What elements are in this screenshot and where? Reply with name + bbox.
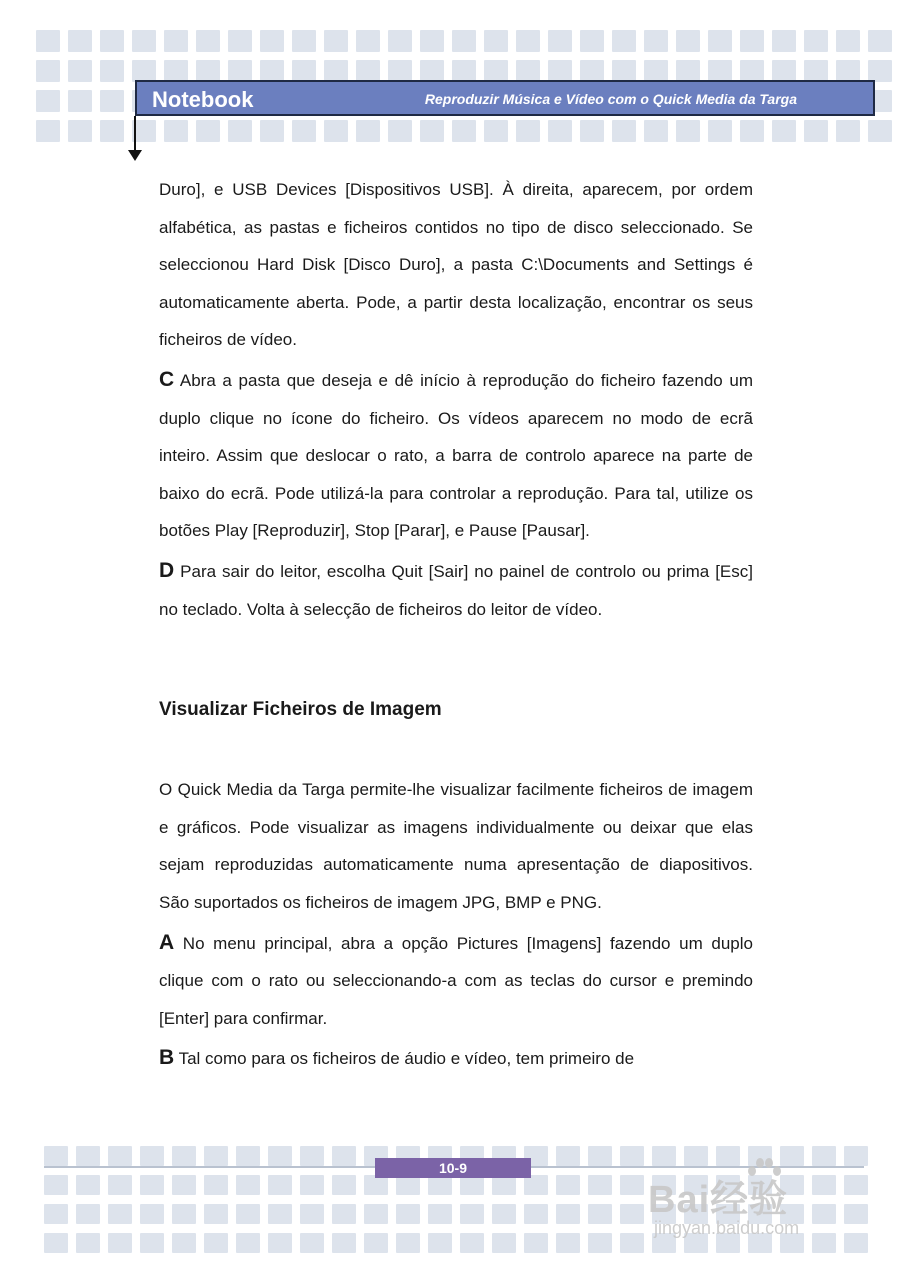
decorative-tile (196, 60, 220, 82)
header-title: Notebook (152, 87, 254, 112)
decorative-tile (44, 1233, 68, 1253)
decorative-tile (460, 1204, 484, 1224)
decorative-tile (484, 120, 508, 142)
decorative-tile (836, 60, 860, 82)
decorative-tile (172, 1175, 196, 1195)
page-content (159, 171, 753, 1080)
step-c-letter: C (159, 367, 175, 391)
decorative-tile (108, 1204, 132, 1224)
decorative-tile (556, 1146, 580, 1166)
decorative-tile (452, 60, 476, 82)
decorative-tile (716, 1146, 740, 1166)
decorative-tile (228, 120, 252, 142)
decorative-tile (140, 1146, 164, 1166)
decorative-tile (868, 30, 892, 52)
decorative-tile (620, 1204, 644, 1224)
decorative-tile (556, 1175, 580, 1195)
decorative-tile (36, 60, 60, 82)
decorative-tile (108, 1175, 132, 1195)
decorative-tile (204, 1233, 228, 1253)
decorative-tile (612, 60, 636, 82)
decorative-tile (364, 1233, 388, 1253)
decorative-tile (644, 120, 668, 142)
decorative-tile (364, 1175, 388, 1195)
decorative-tile (300, 1204, 324, 1224)
decorative-tile (36, 30, 60, 52)
decorative-tile (300, 1233, 324, 1253)
decorative-tile (620, 1233, 644, 1253)
decorative-tile (708, 120, 732, 142)
decorative-tile (740, 120, 764, 142)
decorative-tile (492, 1204, 516, 1224)
decorative-tile (100, 30, 124, 52)
decorative-tile (292, 60, 316, 82)
decorative-tile (580, 120, 604, 142)
decorative-tile (332, 1204, 356, 1224)
decorative-tile (44, 1204, 68, 1224)
decorative-tile (356, 30, 380, 52)
decorative-tile (300, 1146, 324, 1166)
step-d-text: Para sair do leitor, escolha Quit [Sair] no painel de controlo ou prima [Esc] no teclado. Volta à selecção de ficheiros do leitor de vídeo. (159, 561, 753, 619)
section-heading: Visualizar Ficheiros de Imagem (159, 699, 442, 721)
decorative-tile (76, 1204, 100, 1224)
decorative-tile (108, 1233, 132, 1253)
decorative-tile (36, 120, 60, 142)
decorative-tile (236, 1204, 260, 1224)
decorative-tile (260, 60, 284, 82)
decorative-tile (524, 1175, 548, 1195)
decorative-tile (420, 120, 444, 142)
decorative-tile (292, 120, 316, 142)
decorative-tile (204, 1204, 228, 1224)
decorative-tile (356, 60, 380, 82)
decorative-tile (836, 120, 860, 142)
decorative-tile (268, 1233, 292, 1253)
decorative-tile (172, 1146, 196, 1166)
decorative-tile (300, 1175, 324, 1195)
decorative-tile (428, 1204, 452, 1224)
decorative-tile (76, 1175, 100, 1195)
decorative-tile (172, 1233, 196, 1253)
decorative-tile (812, 1146, 836, 1166)
decorative-tile (236, 1175, 260, 1195)
decorative-tile (580, 30, 604, 52)
decorative-tile (260, 120, 284, 142)
decorative-tile (620, 1146, 644, 1166)
decorative-tile (44, 1146, 68, 1166)
decorative-tile (236, 1146, 260, 1166)
decorative-tile (452, 30, 476, 52)
decorative-tile (556, 1204, 580, 1224)
decorative-tile (132, 60, 156, 82)
decorative-tile (228, 60, 252, 82)
decorative-tile (772, 30, 796, 52)
decorative-tile (804, 30, 828, 52)
decorative-tile (524, 1204, 548, 1224)
decorative-tile (292, 30, 316, 52)
page-number: 10-9 (375, 1158, 531, 1178)
decorative-tile (516, 30, 540, 52)
decorative-tile (164, 60, 188, 82)
header-subtitle: Reproduzir Música e Vídeo com o Quick Media da Targa (424, 91, 797, 107)
decorative-tile (588, 1233, 612, 1253)
decorative-tile (76, 1233, 100, 1253)
decorative-tile (396, 1175, 420, 1195)
baidu-watermark (648, 1168, 868, 1248)
decorative-tile (620, 1175, 644, 1195)
decorative-tile (228, 30, 252, 52)
decorative-tile (420, 30, 444, 52)
decorative-tile (132, 30, 156, 52)
decorative-tile (100, 60, 124, 82)
step-c (159, 361, 753, 550)
decorative-tile (36, 90, 60, 112)
watermark-url: jingyan.baidu.com (654, 1218, 800, 1238)
decorative-tile (388, 120, 412, 142)
decorative-tile (364, 1204, 388, 1224)
watermark-brand: Bai经验 (648, 1179, 789, 1221)
step-a-text: No menu principal, abra a opção Pictures [Imagens] fazendo um duplo clique com o rato ou seleccionando-a com as teclas do cursor e premindo [Enter] para confirmar. (159, 933, 753, 1028)
decorative-tile (396, 1233, 420, 1253)
decorative-tile (676, 60, 700, 82)
decorative-tile (236, 1233, 260, 1253)
decorative-tile (324, 60, 348, 82)
decorative-tile (76, 1146, 100, 1166)
decorative-tile (556, 1233, 580, 1253)
decorative-tile (740, 30, 764, 52)
decorative-tile (324, 120, 348, 142)
decorative-tile (836, 30, 860, 52)
decorative-tile (548, 120, 572, 142)
decorative-tile (492, 1233, 516, 1253)
decorative-tile (140, 1204, 164, 1224)
decorative-tile (460, 1175, 484, 1195)
decorative-tile (100, 120, 124, 142)
decorative-tile (172, 1204, 196, 1224)
step-d-letter: D (159, 558, 175, 582)
decorative-tile (676, 120, 700, 142)
decorative-tile (644, 30, 668, 52)
paragraph-continuation: Duro], e USB Devices [Dispositivos USB]. À direita, aparecem, por ordem alfabética, as pastas e ficheiros contidos no tipo de disco seleccionado. Se seleccionou Hard Disk [Disco Duro], a pasta C:\Documents and Settings é automaticamente aberta. Pode, a partir desta localização, encontrar os seus ficheiros de vídeo. (159, 180, 753, 350)
decorative-tile (460, 1233, 484, 1253)
decorative-tile (780, 1146, 804, 1166)
decorative-tile (100, 90, 124, 112)
decorative-tile (868, 60, 892, 82)
decorative-tile (108, 1146, 132, 1166)
decorative-tile (588, 1204, 612, 1224)
decorative-tile (804, 120, 828, 142)
decorative-tile (196, 120, 220, 142)
decorative-tile (516, 120, 540, 142)
decorative-tile (644, 60, 668, 82)
decorative-tile (164, 30, 188, 52)
step-a (159, 924, 753, 1038)
decorative-tile (420, 60, 444, 82)
decorative-tile (740, 60, 764, 82)
decorative-tile (484, 60, 508, 82)
decorative-tile (204, 1146, 228, 1166)
decorative-tile (772, 120, 796, 142)
step-b (159, 1039, 753, 1078)
decorative-tile (524, 1233, 548, 1253)
decorative-tile (204, 1175, 228, 1195)
decorative-tile (260, 30, 284, 52)
header-bar (135, 80, 875, 116)
decorative-tile (140, 1175, 164, 1195)
decorative-tile (492, 1175, 516, 1195)
decorative-tile (332, 1146, 356, 1166)
decorative-tile (612, 120, 636, 142)
decorative-tile (164, 120, 188, 142)
decorative-tile (588, 1175, 612, 1195)
decorative-tile (516, 60, 540, 82)
decorative-tile (388, 60, 412, 82)
decorative-tile (68, 60, 92, 82)
paragraph-intro: O Quick Media da Targa permite-lhe visualizar facilmente ficheiros de imagem e gráficos. Pode visualizar as imagens individualmente ou deixar que elas sejam reproduzidas automaticamente numa apresentação de diapositivos. São suportados os ficheiros de imagem JPG, BMP e PNG. (159, 780, 753, 912)
decorative-tile (804, 60, 828, 82)
decorative-tile (68, 120, 92, 142)
decorative-tile (844, 1146, 868, 1166)
step-a-letter: A (159, 930, 175, 954)
decorative-tile (428, 1233, 452, 1253)
step-c-text: Abra a pasta que deseja e dê início à reprodução do ficheiro fazendo um duplo clique no ícone do ficheiro. Os vídeos aparecem no modo de ecrã inteiro. Assim que deslocar o rato, a barra de controlo aparece na parte de baixo do ecrã. Pode utilizá-la para controlar a reprodução. Para tal, utilize os botões Play [Reproduzir], Stop [Parar], e Pause [Pausar]. (159, 370, 753, 541)
decorative-tile (772, 60, 796, 82)
decorative-tile (612, 30, 636, 52)
step-d (159, 552, 753, 628)
decorative-tile (388, 30, 412, 52)
decorative-tile (548, 60, 572, 82)
decorative-tile (268, 1204, 292, 1224)
step-b-text: Tal como para os ficheiros de áudio e vídeo, tem primeiro de (174, 1049, 635, 1069)
decorative-tile (140, 1233, 164, 1253)
decorative-tile (652, 1146, 676, 1166)
decorative-tile (708, 60, 732, 82)
decorative-tile (580, 60, 604, 82)
decorative-tile (428, 1175, 452, 1195)
decorative-tile (452, 120, 476, 142)
decorative-tile (676, 30, 700, 52)
decorative-tile (324, 30, 348, 52)
decorative-tile (396, 1204, 420, 1224)
decorative-tile (196, 30, 220, 52)
step-b-letter: B (159, 1046, 175, 1070)
decorative-tile (588, 1146, 612, 1166)
decorative-tile (684, 1146, 708, 1166)
decorative-tile (68, 90, 92, 112)
decorative-tile (268, 1146, 292, 1166)
margin-marker-line (134, 116, 136, 150)
decorative-tile (868, 120, 892, 142)
decorative-tile (44, 1175, 68, 1195)
decorative-tile (548, 30, 572, 52)
decorative-tile (332, 1175, 356, 1195)
down-arrow-icon (128, 150, 142, 161)
decorative-tile (268, 1175, 292, 1195)
decorative-tile (708, 30, 732, 52)
decorative-tile (332, 1233, 356, 1253)
decorative-tile (356, 120, 380, 142)
decorative-tile (484, 30, 508, 52)
decorative-tile (68, 30, 92, 52)
